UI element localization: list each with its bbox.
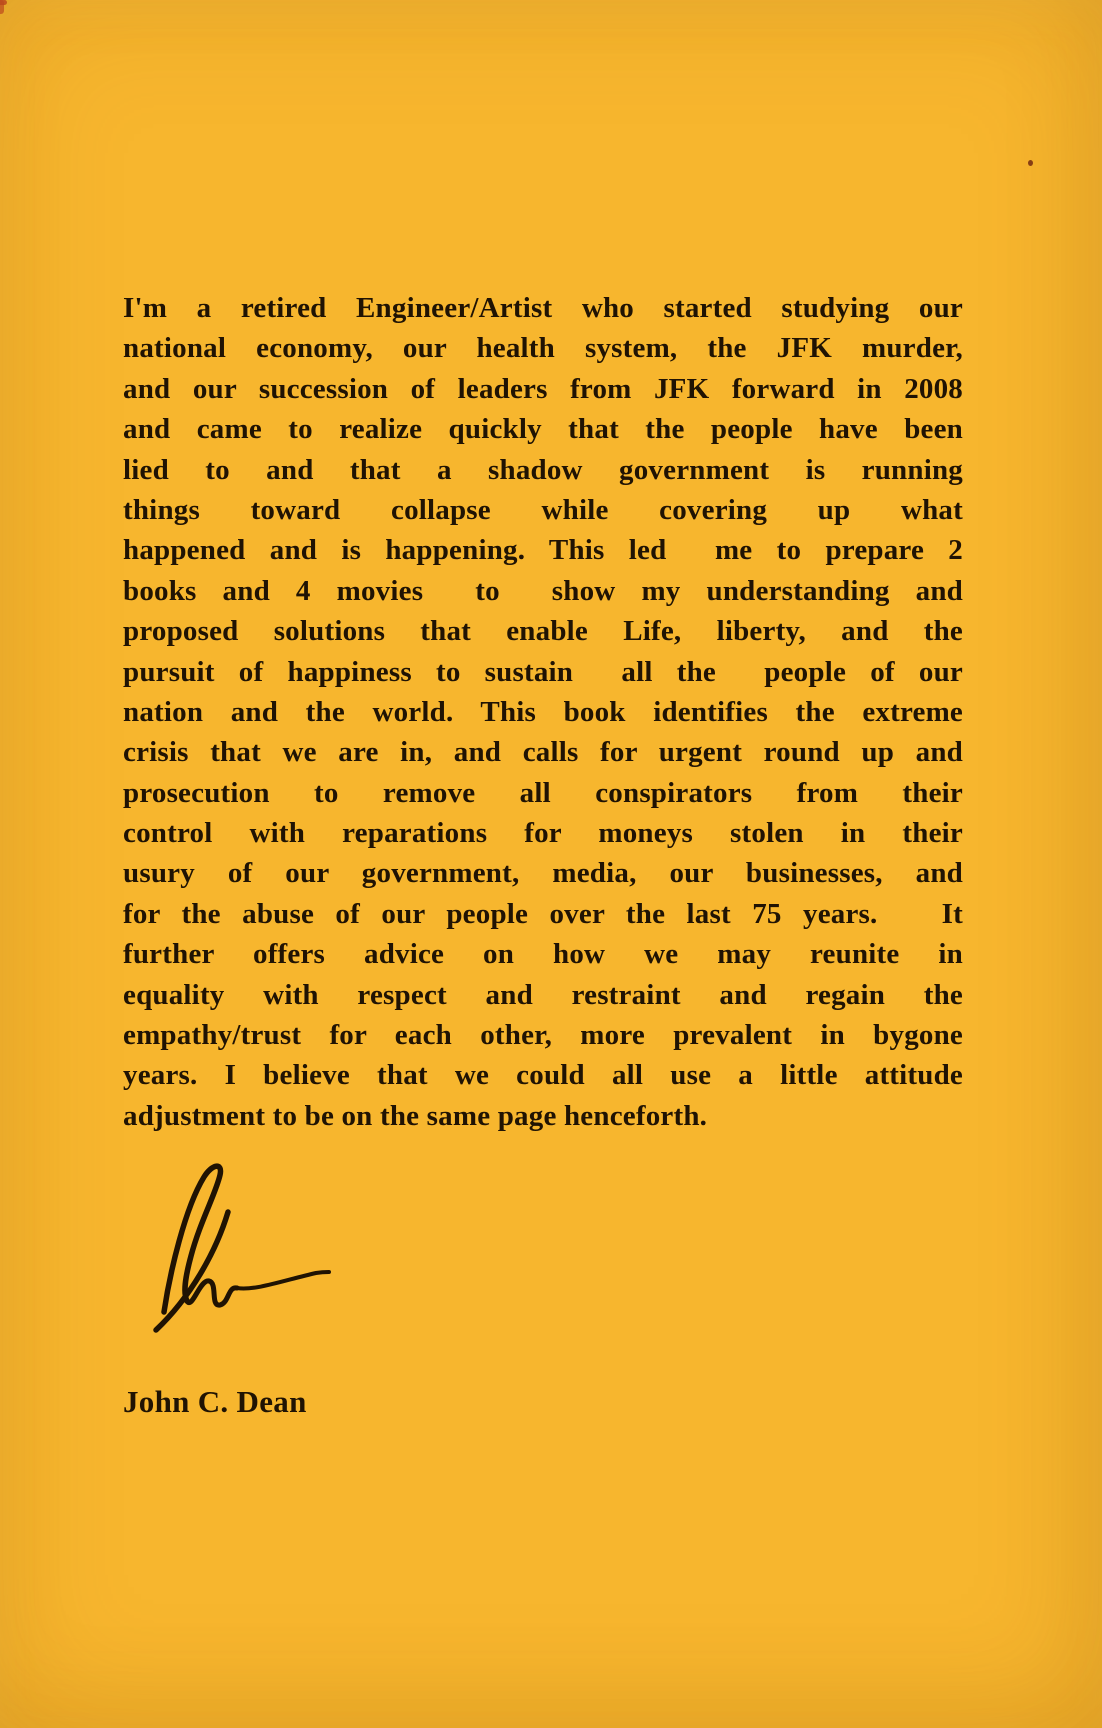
blurb-line: control with reparations for moneys stolen in their xyxy=(123,817,963,850)
blurb-line: pursuit of happiness to sustain all the people of our xyxy=(123,655,963,688)
blurb-line: books and 4 movies to show my understanding and xyxy=(123,574,963,607)
blurb-line: further offers advice on how we may reunite in xyxy=(123,938,963,971)
blurb-line: empathy/trust for each other, more prevalent in bygone xyxy=(123,1019,963,1052)
blurb-line: nation and the world. This book identifies the extreme xyxy=(123,695,963,728)
blurb-line: and our succession of leaders from JFK forward in 2008 xyxy=(123,372,963,405)
blurb-line: prosecution to remove all conspirators from their xyxy=(123,776,963,809)
blurb-line: things toward collapse while covering up what xyxy=(123,493,963,526)
blurb-line: usury of our government, media, our businesses, and xyxy=(123,857,963,890)
blurb-line: lied to and that a shadow government is running xyxy=(123,453,963,486)
blurb-line: I'm a retired Engineer/Artist who started studying our xyxy=(123,292,963,324)
blurb-line: adjustment to be on the same page henceforth. xyxy=(123,1099,708,1132)
scan-artifact-speck xyxy=(0,0,4,14)
author-name: John C. Dean xyxy=(123,1384,307,1419)
blurb-line: equality with respect and restraint and regain the xyxy=(123,978,963,1011)
author-signature xyxy=(130,1160,345,1340)
blurb-line: happened and is happening. This led me to prepare 2 xyxy=(123,534,963,567)
blurb-line: proposed solutions that enable Life, liberty, and the xyxy=(123,615,963,648)
blurb-line: years. I believe that we could all use a little attitude xyxy=(123,1059,963,1092)
signature-handwriting-icon xyxy=(130,1160,345,1340)
blurb-line: for the abuse of our people over the last 75 years. It xyxy=(123,897,963,930)
author-blurb-paragraph xyxy=(123,288,963,1136)
blurb-line: national economy, our health system, the JFK murder, xyxy=(123,332,963,365)
scan-artifact-speck xyxy=(1028,160,1033,166)
blurb-line: crisis that we are in, and calls for urgent round up and xyxy=(123,736,963,769)
blurb-line: and came to realize quickly that the people have been xyxy=(123,413,963,446)
scan-artifact-speck xyxy=(0,0,7,5)
